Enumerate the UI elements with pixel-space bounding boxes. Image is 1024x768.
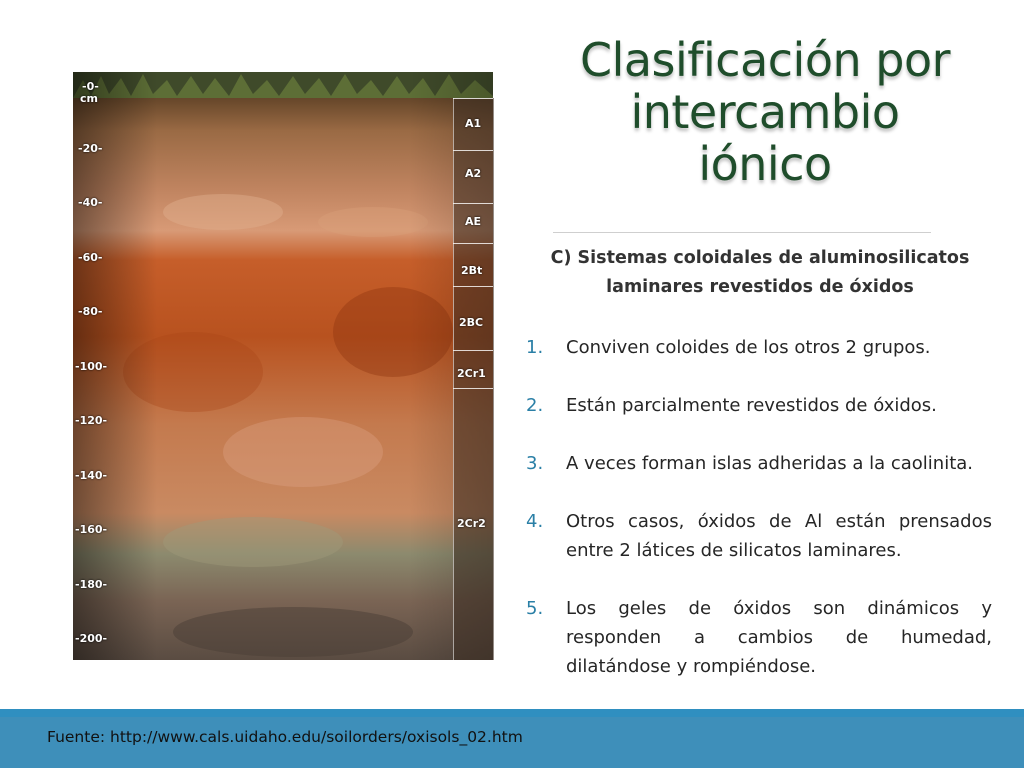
list-number: 4. — [526, 511, 544, 532]
title-line: intercambio — [630, 85, 900, 139]
depth-label: -120- — [75, 414, 108, 427]
depth-label: -160- — [75, 523, 108, 536]
list-item — [526, 449, 992, 478]
subtitle-line: C) Sistemas coloidales de aluminosilicatos — [550, 248, 970, 268]
horizon-divider — [453, 98, 493, 99]
list-item — [526, 391, 992, 420]
list-number: 2. — [526, 395, 544, 416]
list-number: 1. — [526, 337, 544, 358]
list-item-text: Conviven coloides de los otros 2 grupos. — [566, 337, 931, 358]
horizon-label: 2Bt — [461, 264, 483, 277]
horizon-divider — [453, 150, 493, 151]
numbered-list — [526, 333, 992, 710]
list-number: 3. — [526, 453, 544, 474]
horizon-divider — [453, 243, 493, 244]
depth-label: -80- — [78, 305, 103, 318]
depth-label: cm — [80, 92, 98, 105]
depth-label: -200- — [75, 632, 108, 645]
soil-profile-photo — [73, 72, 493, 660]
horizon-label: 2Cr1 — [457, 367, 486, 380]
title-line: Clasificación por — [579, 33, 951, 87]
depth-label: -0- — [82, 80, 99, 93]
title-divider — [553, 232, 931, 233]
title-line: iónico — [698, 137, 832, 191]
horizon-divider — [453, 350, 493, 351]
depth-label: -180- — [75, 578, 108, 591]
depth-label: -140- — [75, 469, 108, 482]
list-item — [526, 507, 992, 565]
depth-label: -20- — [78, 142, 103, 155]
horizon-label: A2 — [465, 167, 482, 180]
horizon-divider — [453, 388, 493, 389]
horizon-label: A1 — [465, 117, 482, 130]
source-citation[interactable]: Fuente: http://www.cals.uidaho.edu/soilorders/oxisols_02.htm — [47, 728, 523, 746]
horizon-label: AE — [465, 215, 482, 228]
horizon-label: 2BC — [459, 316, 484, 329]
list-number: 5. — [526, 598, 544, 619]
horizon-divider — [453, 203, 493, 204]
depth-label: -40- — [78, 196, 103, 209]
list-item-text: Los geles de óxidos son dinámicos y responden a cambios de humedad, dilatándose y rompiéndose. — [566, 598, 992, 677]
list-item-text: A veces forman islas adheridas a la caolinita. — [566, 453, 974, 474]
depth-label: -60- — [78, 251, 103, 264]
list-item-text: Están parcialmente revestidos de óxidos. — [566, 395, 937, 416]
depth-label: -100- — [75, 360, 108, 373]
list-item — [526, 333, 992, 362]
list-item-text: Otros casos, óxidos de Al están prensados entre 2 látices de silicatos laminares. — [566, 511, 992, 561]
list-item — [526, 594, 992, 681]
horizon-label: 2Cr2 — [457, 517, 486, 530]
horizon-divider — [453, 286, 493, 287]
section-subtitle — [540, 244, 980, 302]
slide-title — [540, 34, 990, 190]
subtitle-line: laminares revestidos de óxidos — [606, 277, 914, 297]
footer-accent-line — [0, 709, 1024, 717]
